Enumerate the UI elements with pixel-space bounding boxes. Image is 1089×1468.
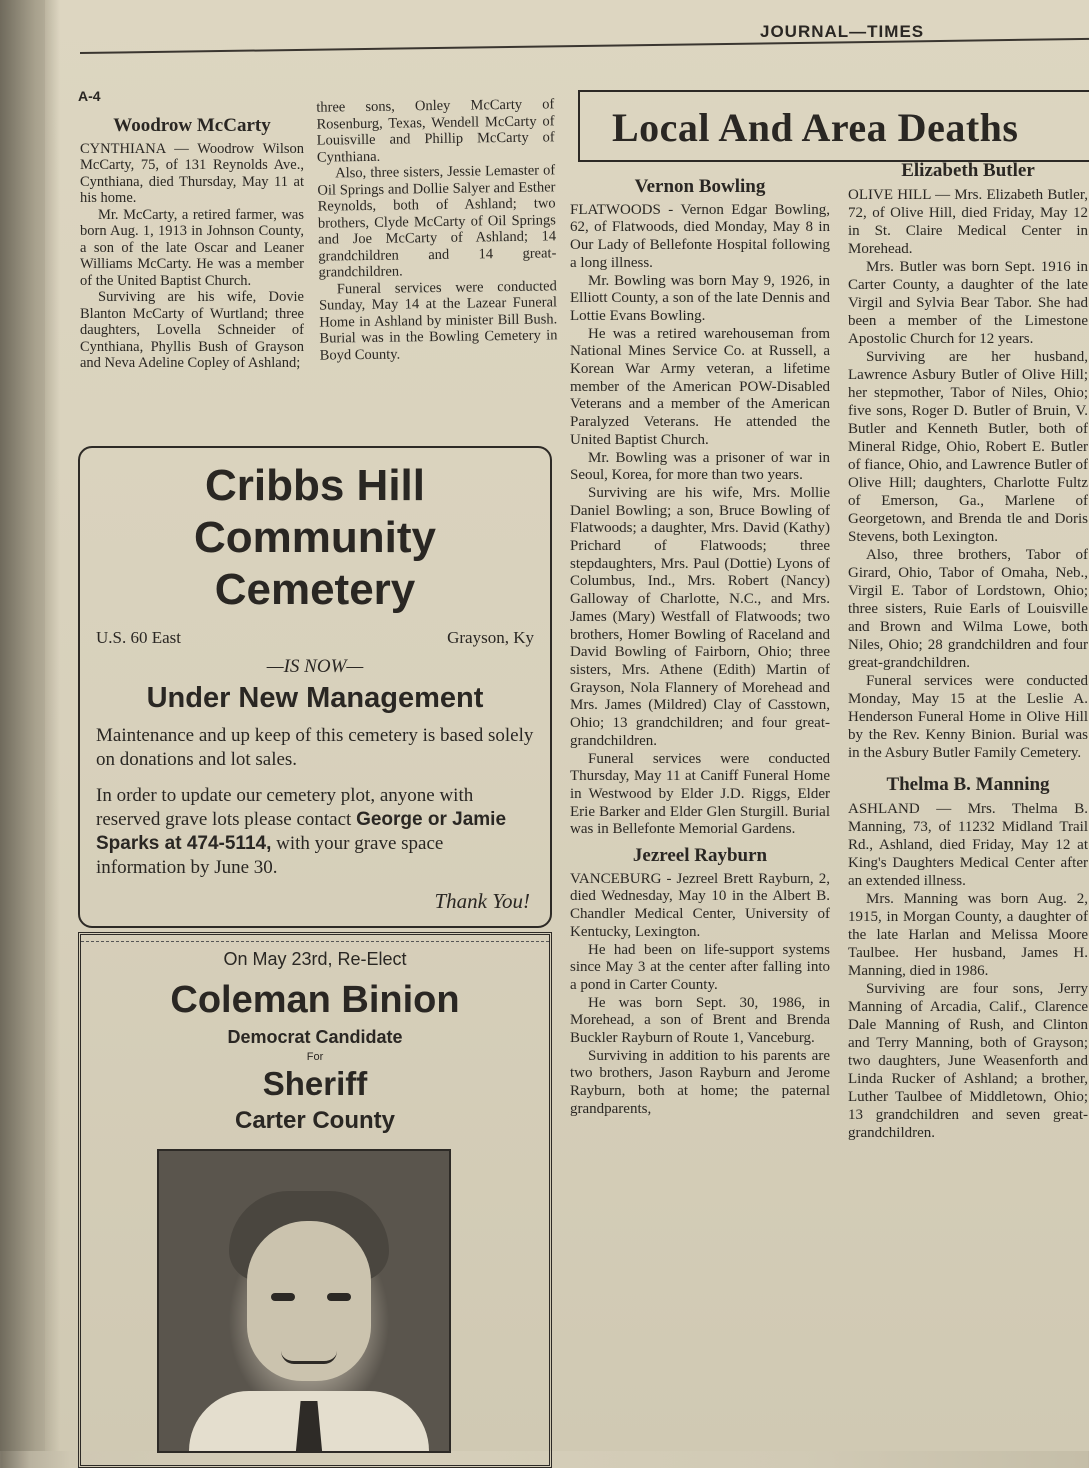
office-title: Sheriff bbox=[262, 1065, 368, 1102]
photo-eye bbox=[271, 1293, 295, 1301]
ad-contact: George or Jamie Sparks at 474-5114, bbox=[96, 809, 507, 854]
obituary-paragraph: He was a retired warehouseman from National Mines Service Co. at Russell, a Korean War Army veteran, a lifetime member of the American POW-Disabled Veterans and a member of the American Paralyzed Veterans. He attended the United Baptist Church. bbox=[570, 325, 830, 448]
ad-body-text: In order to update our cemetery plot, anyone with reserved grave lots please contact bbox=[96, 785, 474, 830]
ad-body-1: Maintenance and up keep of this cemetery is based solely on donations and lot sales. bbox=[96, 725, 534, 770]
obituary-paragraph: Funeral services were conducted Thursday, May 11 at Caniff Funeral Home in Westwood by Elder J.D. Riggs, Elder Erie Barker and Elder Glen Sturgill. Burial was in Bellefonte Memorial Gardens. bbox=[570, 750, 830, 838]
office-county: Carter County bbox=[234, 1107, 396, 1134]
obituary-paragraph: FLATWOODS - Vernon Edgar Bowling, 62, of Flatwoods, died Monday, May 8 in Our Lady of Bellefonte Hospital following a long illness. bbox=[570, 201, 830, 271]
candidate-name: Coleman Binion bbox=[170, 979, 460, 1021]
obituary-paragraph: Mr. Bowling was a prisoner of war in Seoul, Korea, for more than two years. bbox=[570, 449, 830, 484]
photo-eye bbox=[327, 1293, 351, 1301]
obituary-heading: Woodrow McCarty bbox=[113, 115, 271, 136]
ad-title-line: Cemetery bbox=[214, 565, 416, 614]
ad-title-line: Cribbs Hill bbox=[204, 461, 426, 510]
obituary-paragraph: Mrs. Manning was born Aug. 2, 1915, in Morgan County, a daughter of the late Harlan and Melissa Moore Taulbee. Her husband, James H. Manning, died in 1986. bbox=[848, 891, 1088, 979]
ad-for: For bbox=[306, 1051, 324, 1063]
candidate-party: Democrat Candidate bbox=[227, 1027, 403, 1047]
obituary-paragraph: OLIVE HILL — Mrs. Elizabeth Butler, 72, of Olive Hill, died Friday, May 12 in St. Claire Medical Center in Morehead. bbox=[848, 187, 1088, 257]
obituary-paragraph: Surviving are his wife, Dovie Blanton McCarty of Wurtland; three daughters, Lovella Schneider of Cynthiana, Phyllis Bush of Grayson and Neva Adeline Copley of Ashland; bbox=[80, 289, 304, 371]
ad-title bbox=[80, 460, 550, 616]
cemetery-advertisement bbox=[78, 446, 552, 928]
obituary-paragraph: Mrs. Butler was born Sept. 1916 in Carter County, a daughter of the late Virgil and Sylvia Bear Tabor. She had been a member of the Limestone Apostolic Church for 12 years. bbox=[848, 259, 1088, 347]
obituary-paragraph: three sons, Onley McCarty of Rosenburg, Texas, Wendell McCarty of Louisville and Phillip McCarty of Cynthiana. bbox=[316, 96, 555, 166]
obituary-paragraph: ASHLAND — Mrs. Thelma B. Manning, 73, of 11232 Midland Trail Rd., Ashland, died Friday, May 12 at King's Daughters Medical Center after an extended illness. bbox=[848, 801, 1088, 889]
obituary-paragraph: Surviving are four sons, Jerry Manning of Arcadia, Calif., Clarence Dale Manning of Rush, and Clinton and Terry Manning, both of Grayson; two daughters, June Weasenforth and Linda Rucker of Ashland; a brother, Luther Taulbee of Middletown, Ohio; 13 grandchildren and seven great-grandchildren. bbox=[848, 981, 1088, 1141]
ad-thanks: Thank You! bbox=[434, 889, 530, 913]
obituary-woodrow-mccarty bbox=[80, 115, 304, 372]
obituary-heading: Elizabeth Butler bbox=[901, 162, 1035, 181]
candidate-photo bbox=[157, 1149, 451, 1453]
sheriff-election-advertisement bbox=[78, 932, 552, 1468]
obituary-paragraph: He had been on life-support systems since May 3 at the center after falling into a pond in Carter County. bbox=[570, 941, 830, 993]
obituary-paragraph: Also, three brothers, Tabor of Girard, Ohio, Tabor of Omaha, Neb., Virgil E. Tabor of Lordstown, Ohio; three sisters, Ruie Earls of Louisville and Brown and Wilma Lowe, both Niles, Ohio; 28 grandchildren and four great-grandchildren. bbox=[848, 547, 1088, 671]
obituary-paragraph: Funeral services were conducted Monday, May 15 at the Leslie A. Henderson Funeral Home in Olive Hill by the Rev. Kenny Binion. Burial was in the Asbury Butler Family Cemetery. bbox=[848, 673, 1088, 761]
obituary-heading: Jezreel Rayburn bbox=[632, 845, 768, 867]
obituary-column-3 bbox=[570, 178, 830, 1119]
page-number: A-4 bbox=[78, 88, 101, 104]
obituary-paragraph: Mr. Bowling was born May 9, 1926, in Elliott County, a son of the late Dennis and Lottie Evans Bowling. bbox=[570, 272, 830, 324]
obituary-paragraph: Also, three sisters, Jessie Lemaster of Oil Springs and Dollie Salyer and Esther Reynolds, both of Ashland; two brothers, Clyde McCarty of Oil Springs and Joe McCarty of Ashland; 14 grandchildren and 14 great-grandchildren. bbox=[317, 162, 557, 281]
ad-reelect-line: On May 23rd, Re-Elect bbox=[223, 949, 407, 969]
obituary-heading: Vernon Bowling bbox=[634, 176, 766, 197]
section-banner bbox=[578, 90, 1089, 162]
ad-body-text: with your grave space information by June 30. bbox=[96, 833, 444, 878]
obituary-column-4 bbox=[848, 162, 1088, 1452]
obituary-heading: Thelma B. Manning bbox=[886, 774, 1050, 795]
ad-headline: Under New Management bbox=[146, 682, 484, 714]
obituary-paragraph: Surviving are her husband, Lawrence Asbury Butler of Olive Hill; her stepmother, Tabor of Niles, Ohio; five sons, Roger D. Butler of Bruin, V. Butler and Kenneth Butler, both of Mineral Ridge, Ohio, Robert E. Butler of fiance, Ohio, and Lawrence Butler of Olive Hill; daughters, Charlotte Fultz of Emerson, Ga., Marlene of Georgetown, and Brenda tle and Doris Stevens, both Lexington. bbox=[848, 349, 1088, 545]
ad-title-line: Community bbox=[194, 513, 436, 562]
page-edge-shadow bbox=[0, 0, 60, 1451]
ad-location-row bbox=[96, 628, 534, 648]
obituary-continued bbox=[316, 96, 558, 363]
paper-name: JOURNAL—TIMES bbox=[760, 22, 925, 41]
ad-location-left: U.S. 60 East bbox=[96, 628, 181, 647]
photo-mouth bbox=[281, 1351, 337, 1364]
obituary-paragraph: Surviving in addition to his parents are two brothers, Jason Rayburn and Jerome Rayburn, both at home; the paternal grandparents, bbox=[570, 1047, 830, 1117]
obituary-paragraph: He was born Sept. 30, 1986, in Morehead, a son of Brent and Brenda Buckler Rayburn of Route 1, Vanceburg. bbox=[570, 994, 830, 1047]
section-title: Local And Area Deaths bbox=[612, 105, 1019, 150]
obituary-paragraph: Funeral services were conducted Sunday, May 14 at the Lazear Funeral Home in Ashland by minister Bill Bush. Burial was in the Bowling Cemetery in Boyd County. bbox=[318, 277, 558, 364]
obituary-paragraph: Mr. McCarty, a retired farmer, was born Aug. 1, 1913 in Johnson County, a son of the late Oscar and Leaner Williams McCarty. He was a member of the United Baptist Church. bbox=[80, 206, 304, 289]
ad-is-now: —IS NOW— bbox=[266, 656, 364, 677]
ad-location-right: Grayson, Ky bbox=[447, 628, 534, 647]
obituary-paragraph: CYNTHIANA — Woodrow Wilson McCarty, 75, of 131 Reynolds Ave., Cynthiana, died Thursday, May 11 at his home. bbox=[80, 140, 304, 206]
obituary-paragraph: VANCEBURG - Jezreel Brett Rayburn, 2, died Wednesday, May 10 in the Albert B. Chandler Medical Center, University of Kentucky, Lexington. bbox=[570, 870, 830, 940]
ad-body-2 bbox=[96, 784, 534, 880]
obituary-paragraph: Surviving are his wife, Mrs. Mollie Daniel Bowling; a son, Bruce Bowling of Flatwoods; a daughter, Mrs. David (Kathy) Prichard of Flatwoods; three stepdaughters, Mrs. Paul (Dottie) Lyons of Columbus, Ind., Mrs. Robert (Nancy) Galloway of Charlotte, N.C., and Mrs. James (Mary) Westfall of Flatwoods; two brothers, Homer Bowling of Raceland and David Bowling of Fairborn, Ohio; three sisters, Mrs. Athene (Edith) Martin of Grayson, Nola Flannery of Morehead and Mrs. James (Mildred) Clay of Casstown, Ohio; 13 grandchildren; and four great-grandchildren. bbox=[570, 484, 830, 749]
